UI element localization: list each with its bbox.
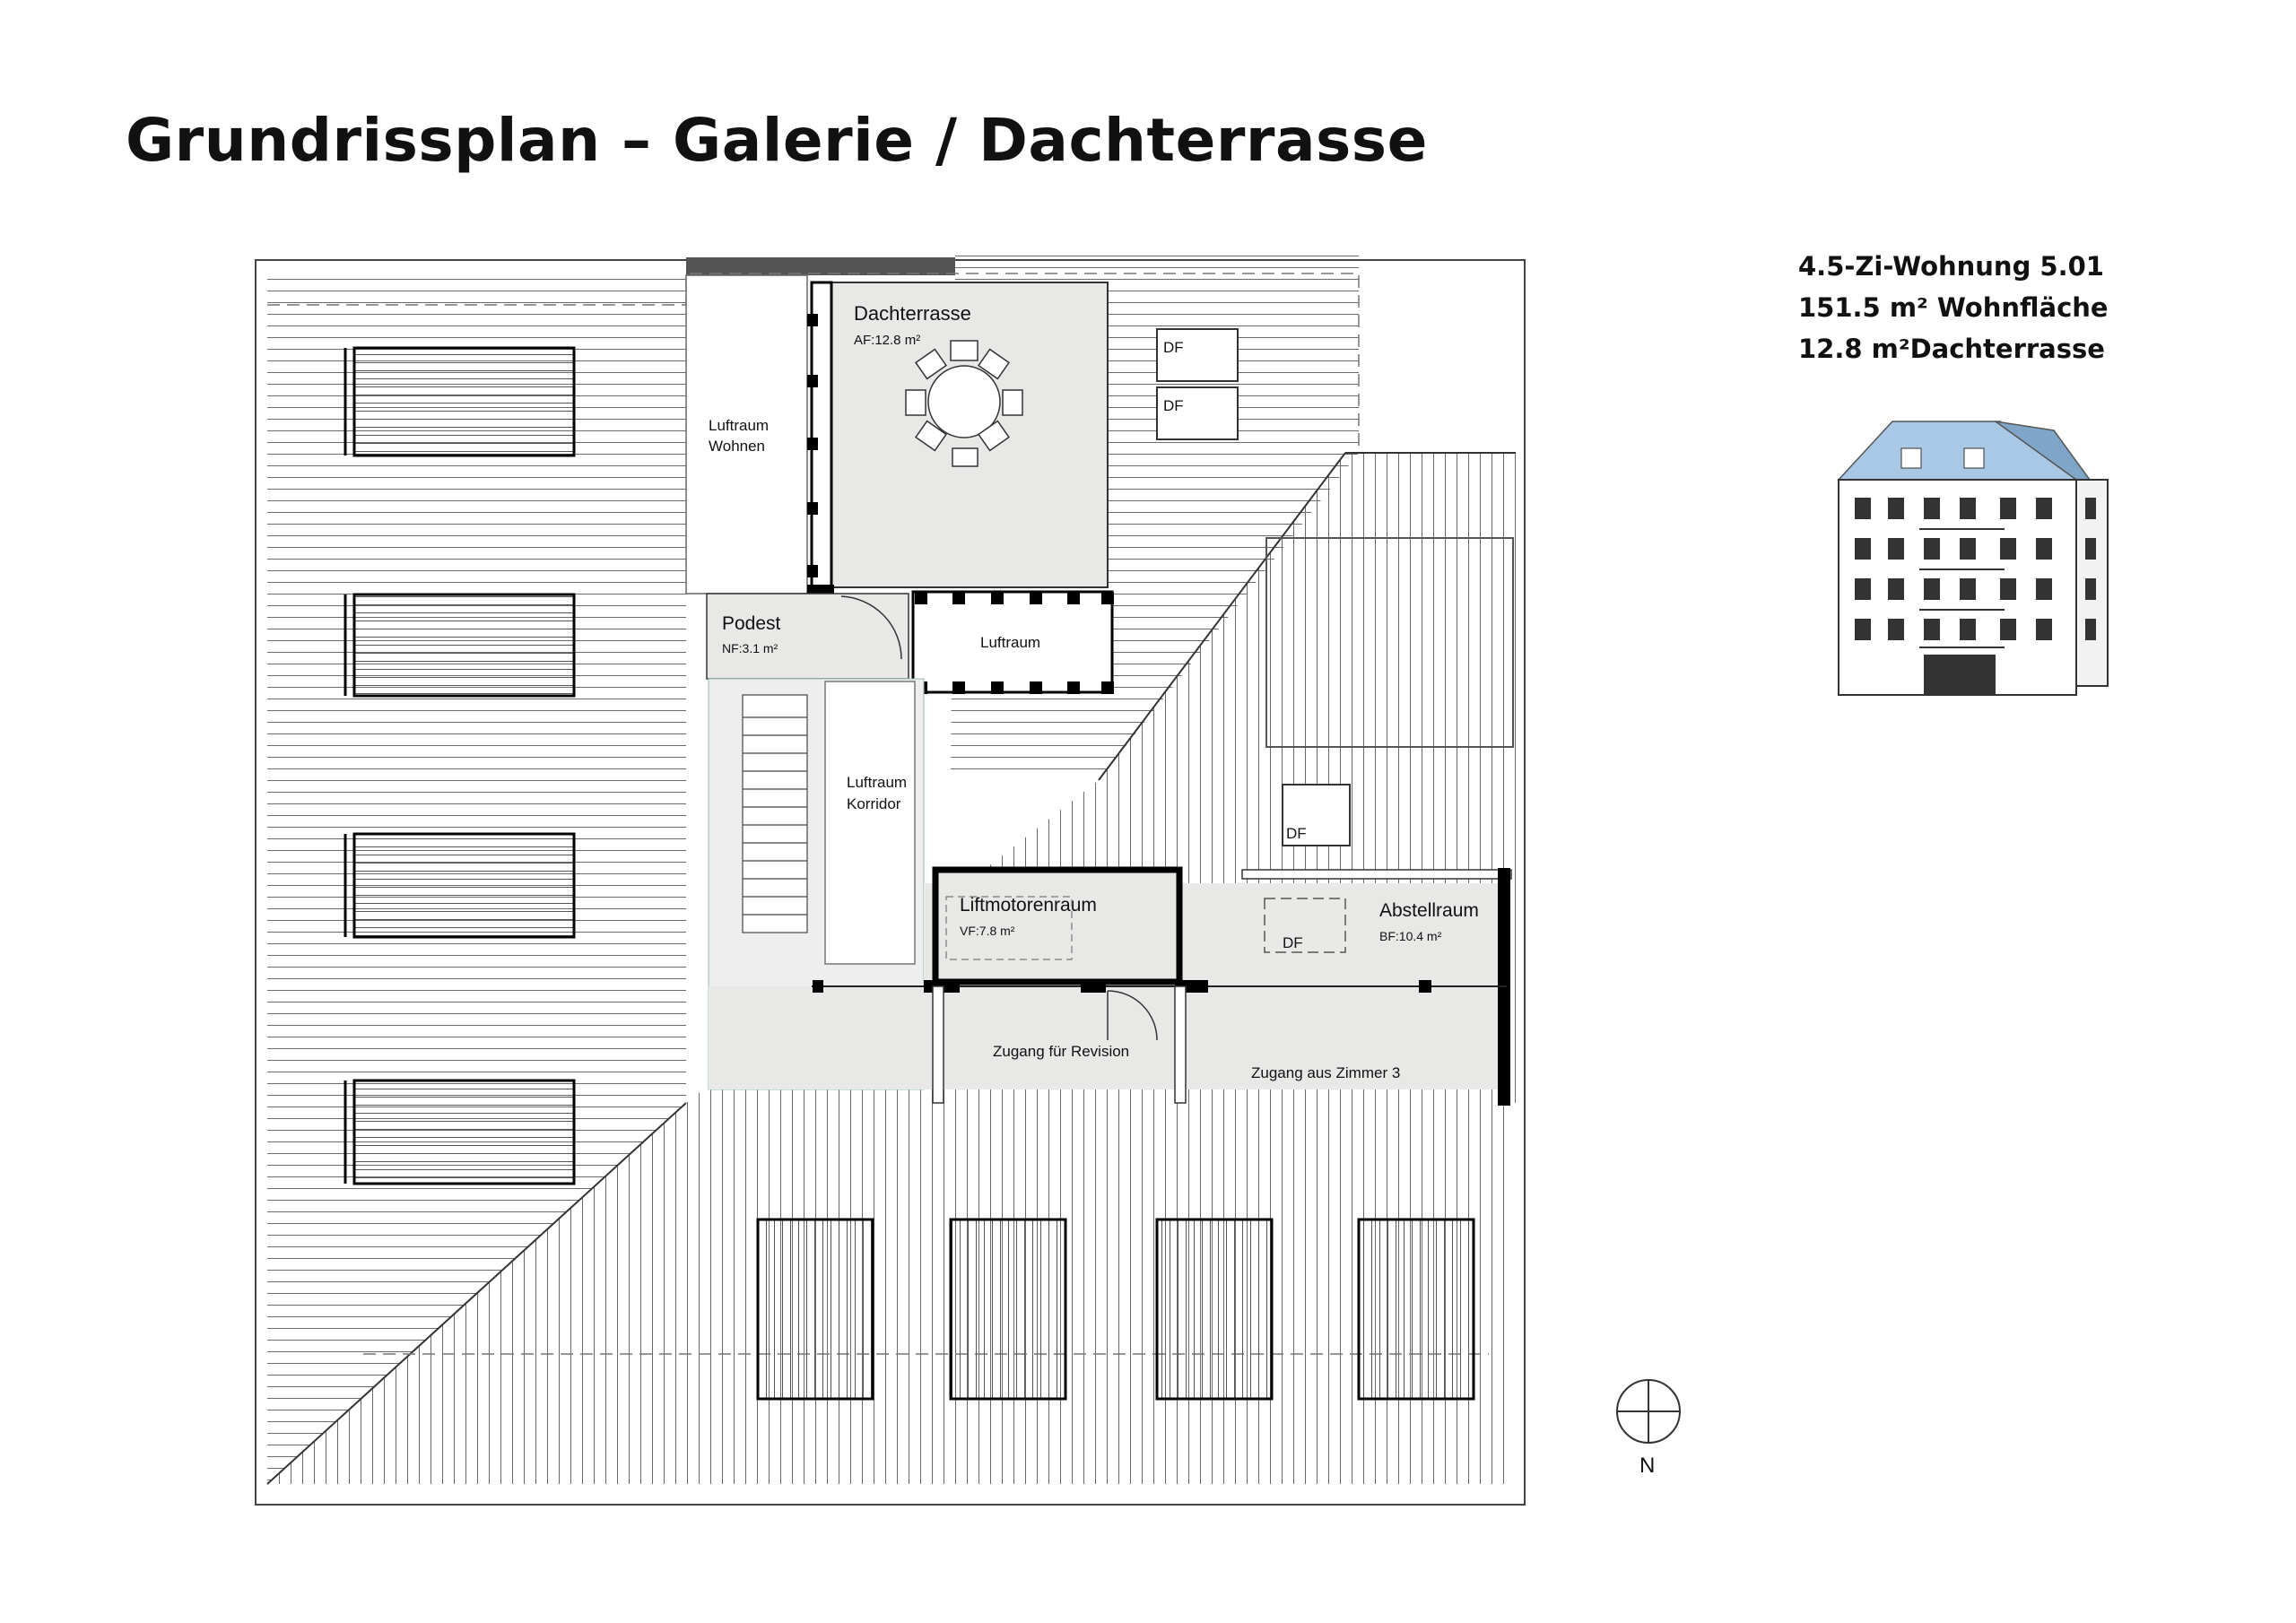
dachterrasse-label: Dachterrasse (854, 302, 971, 325)
living-area-label: 151.5 m² Wohnfläche (1798, 292, 2109, 323)
dormer-bottom-4 (1359, 1219, 1474, 1399)
skylight-3-label: DF (1286, 825, 1307, 842)
north-label: N (1639, 1454, 1656, 1478)
roof-ridge-strip (686, 257, 955, 275)
dormer-bottom-2 (951, 1219, 1065, 1399)
building-illustration-icon (1839, 421, 2108, 695)
luftraum-wohnen (686, 275, 807, 594)
podest-label: Podest (722, 613, 781, 634)
luftraum-korridor (825, 681, 915, 964)
luftraum-korridor-label-1: Luftraum (847, 774, 908, 791)
dormer-bottom-1 (758, 1219, 873, 1399)
north-arrow-icon (1617, 1380, 1680, 1443)
zugang-zimmer3-label: Zugang aus Zimmer 3 (1251, 1064, 1401, 1081)
dormer-left-1 (354, 348, 574, 456)
dormer-bottom-3 (1157, 1219, 1272, 1399)
abstellraum-area: BF:10.4 m² (1379, 929, 1442, 943)
podest (707, 594, 909, 679)
page-title: Grundrissplan – Galerie / Dachterrasse (126, 106, 1428, 175)
podest-area: NF:3.1 m² (722, 641, 778, 655)
luftraum-label: Luftraum (980, 634, 1041, 651)
liftmotorenraum-label: Liftmotorenraum (960, 895, 1097, 916)
zugang-revision-label: Zugang für Revision (993, 1043, 1130, 1060)
liftmotorenraum-area: VF:7.8 m² (960, 924, 1015, 938)
abstellraum-label: Abstellraum (1379, 900, 1479, 921)
terrace-area-label: 12.8 m²Dachterrasse (1798, 334, 2105, 364)
skylight-4-label: DF (1283, 934, 1303, 951)
skylight-1-label: DF (1163, 339, 1184, 356)
apartment-label: 4.5-Zi-Wohnung 5.01 (1798, 251, 2104, 282)
luftraum-wohnen-label-1: Luftraum (709, 417, 770, 434)
dormer-left-2 (354, 595, 574, 696)
luftraum-wohnen-label-2: Wohnen (709, 438, 766, 455)
skylight-2-label: DF (1163, 397, 1184, 414)
luftraum-korridor-label-2: Korridor (847, 795, 901, 812)
dachterrasse-area: AF:12.8 m² (854, 333, 921, 348)
staircase (743, 695, 807, 933)
dormer-left-4 (354, 1081, 574, 1184)
dormer-left-3 (354, 834, 574, 937)
